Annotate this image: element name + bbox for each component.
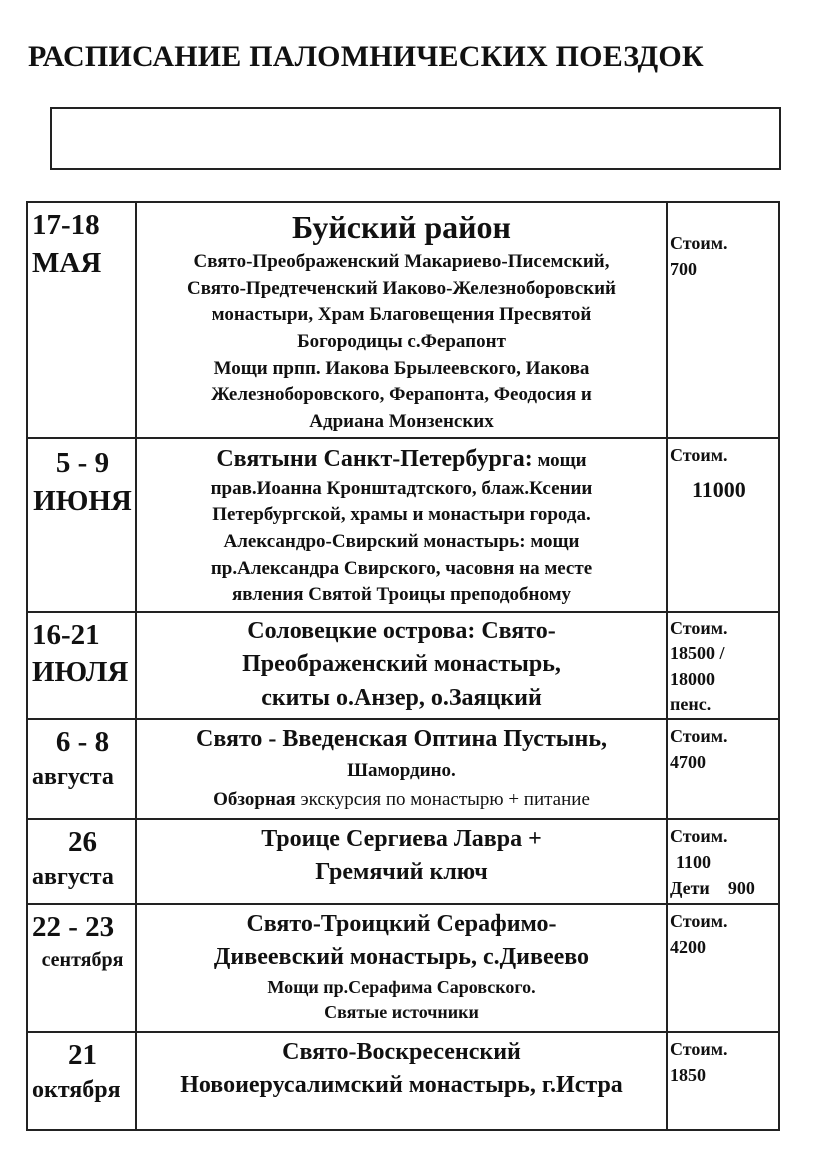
- date-cell: [27, 719, 136, 819]
- cost-label: Стоим.: [670, 1038, 728, 1059]
- trip-line: Святые источники: [324, 1002, 479, 1023]
- trip-line: Свято-Воскресенский: [282, 1038, 521, 1065]
- date-month: октября: [32, 1076, 121, 1103]
- table-row: [27, 819, 779, 904]
- trip-line: Богородицы с.Ферапонт: [297, 330, 506, 352]
- cost-cell: [667, 202, 779, 438]
- date-cell: [27, 612, 136, 719]
- cost-label: Стоим.: [670, 725, 728, 746]
- cost-kids-value: 900: [727, 878, 755, 899]
- cost-label: Стоим.: [670, 445, 728, 466]
- trip-line: экскурсия по монастырю + питание: [295, 789, 590, 811]
- description-cell: [136, 719, 667, 819]
- trip-line: Дивеевский монастырь, с.Дивеево: [213, 944, 590, 971]
- date-month: августа: [32, 763, 114, 790]
- date-days: 17-18: [32, 209, 100, 241]
- cost-note: пенс.: [670, 694, 712, 715]
- cost-value: 11000: [692, 477, 746, 503]
- date-cell: [27, 904, 136, 1032]
- date-month: августа: [32, 863, 114, 890]
- date-days: 22 - 23: [32, 910, 115, 943]
- trip-line: прав.Иоанна Кронштадтского, блаж.Ксении: [210, 477, 593, 499]
- date-days: 26: [68, 825, 97, 858]
- description-cell: [136, 1032, 667, 1130]
- trip-heading: Буйский район: [292, 209, 511, 245]
- description-cell: [136, 904, 667, 1032]
- cost-cell: [667, 819, 779, 904]
- table-row: [27, 438, 779, 611]
- description-cell: [136, 438, 667, 611]
- trip-line: Преображенский монастырь,: [242, 651, 561, 678]
- cost-cell: [667, 904, 779, 1032]
- cost-value: 700: [670, 259, 697, 280]
- date-cell: [27, 202, 136, 438]
- date-month: сентября: [41, 948, 124, 971]
- cost-cell: [667, 719, 779, 819]
- date-cell: [27, 1032, 136, 1130]
- description-cell: [136, 819, 667, 904]
- date-days: 6 - 8: [55, 725, 110, 758]
- trip-line: Свято-Преображенский Макариево-Писемский,: [193, 251, 610, 273]
- trip-line: пр.Александра Свирского, часовня на месте: [210, 557, 593, 579]
- description-cell: [136, 612, 667, 719]
- schedule-table: [26, 201, 780, 1131]
- date-month: ИЮНЯ: [33, 485, 132, 518]
- cost-value: 1100: [676, 851, 712, 872]
- trip-line: Гремячий ключ: [315, 859, 488, 886]
- cost-label: Стоим.: [670, 617, 728, 638]
- trip-line: Адриана Монзенских: [309, 410, 494, 432]
- cost-cell: [667, 438, 779, 611]
- cost-label: Стоим.: [670, 910, 728, 931]
- date-days: 21: [68, 1038, 97, 1071]
- date-days: 16-21: [32, 618, 100, 651]
- table-row: [27, 719, 779, 819]
- date-month: МАЯ: [32, 246, 102, 279]
- trip-line: Новоиерусалимский монастырь, г.Истра: [180, 1072, 623, 1099]
- table-row: [27, 202, 779, 438]
- trip-line: Соловецкие острова: Свято-: [247, 617, 556, 644]
- table-row: [27, 904, 779, 1032]
- trip-heading: Святыни Санкт-Петербурга:: [216, 446, 533, 473]
- trip-line: Железноборовского, Ферапонта, Феодосия и: [211, 384, 592, 406]
- trip-line: Троице Сергиева Лавра +: [261, 825, 542, 852]
- cost-value: 4700: [670, 751, 706, 772]
- empty-header-box: [50, 107, 781, 170]
- cost-value: 18500 /: [670, 643, 725, 664]
- cost-cell: [667, 612, 779, 719]
- trip-line: Свято-Предтеченский Иаково-Железноборовский: [187, 277, 616, 299]
- cost-kids-label: Дети: [670, 878, 710, 899]
- cost-value-2: 18000: [670, 668, 715, 689]
- trip-line: Свято-Троицкий Серафимо-: [246, 910, 557, 937]
- cost-label: Стоим.: [670, 825, 728, 846]
- trip-line: Петербургской, храмы и монастыри города.: [212, 504, 591, 526]
- description-cell: [136, 202, 667, 438]
- cost-cell: [667, 1032, 779, 1130]
- trip-line: скиты о.Анзер, о.Заяцкий: [261, 684, 542, 711]
- page-title: РАСПИСАНИЕ ПАЛОМНИЧЕСКИХ ПОЕЗДОК: [28, 40, 704, 73]
- trip-line: Свято - Введенская Оптина Пустынь,: [195, 725, 608, 752]
- date-cell: [27, 819, 136, 904]
- date-cell: [27, 438, 136, 611]
- trip-line: монастыри, Храм Благовещения Пресвятой: [211, 304, 592, 326]
- trip-line-bold: Обзорная: [213, 789, 296, 811]
- table-row: [27, 612, 779, 719]
- table-row: [27, 1032, 779, 1130]
- cost-value: 1850: [670, 1064, 706, 1085]
- date-month: ИЮЛЯ: [32, 656, 129, 689]
- trip-line: Мощи прпп. Иакова Брылеевского, Иакова: [213, 357, 590, 379]
- trip-line: Мощи пр.Серафима Саровского.: [267, 977, 536, 998]
- cost-value: 4200: [670, 936, 706, 957]
- trip-line: Шамордино.: [347, 760, 456, 782]
- trip-heading-tail: мощи: [532, 450, 587, 472]
- date-days: 5 - 9: [55, 447, 110, 480]
- cost-label: Стоим.: [670, 233, 728, 253]
- trip-line: Александро-Свирский монастырь: мощи: [223, 530, 580, 552]
- trip-line: явления Святой Троицы преподобному: [231, 584, 572, 606]
